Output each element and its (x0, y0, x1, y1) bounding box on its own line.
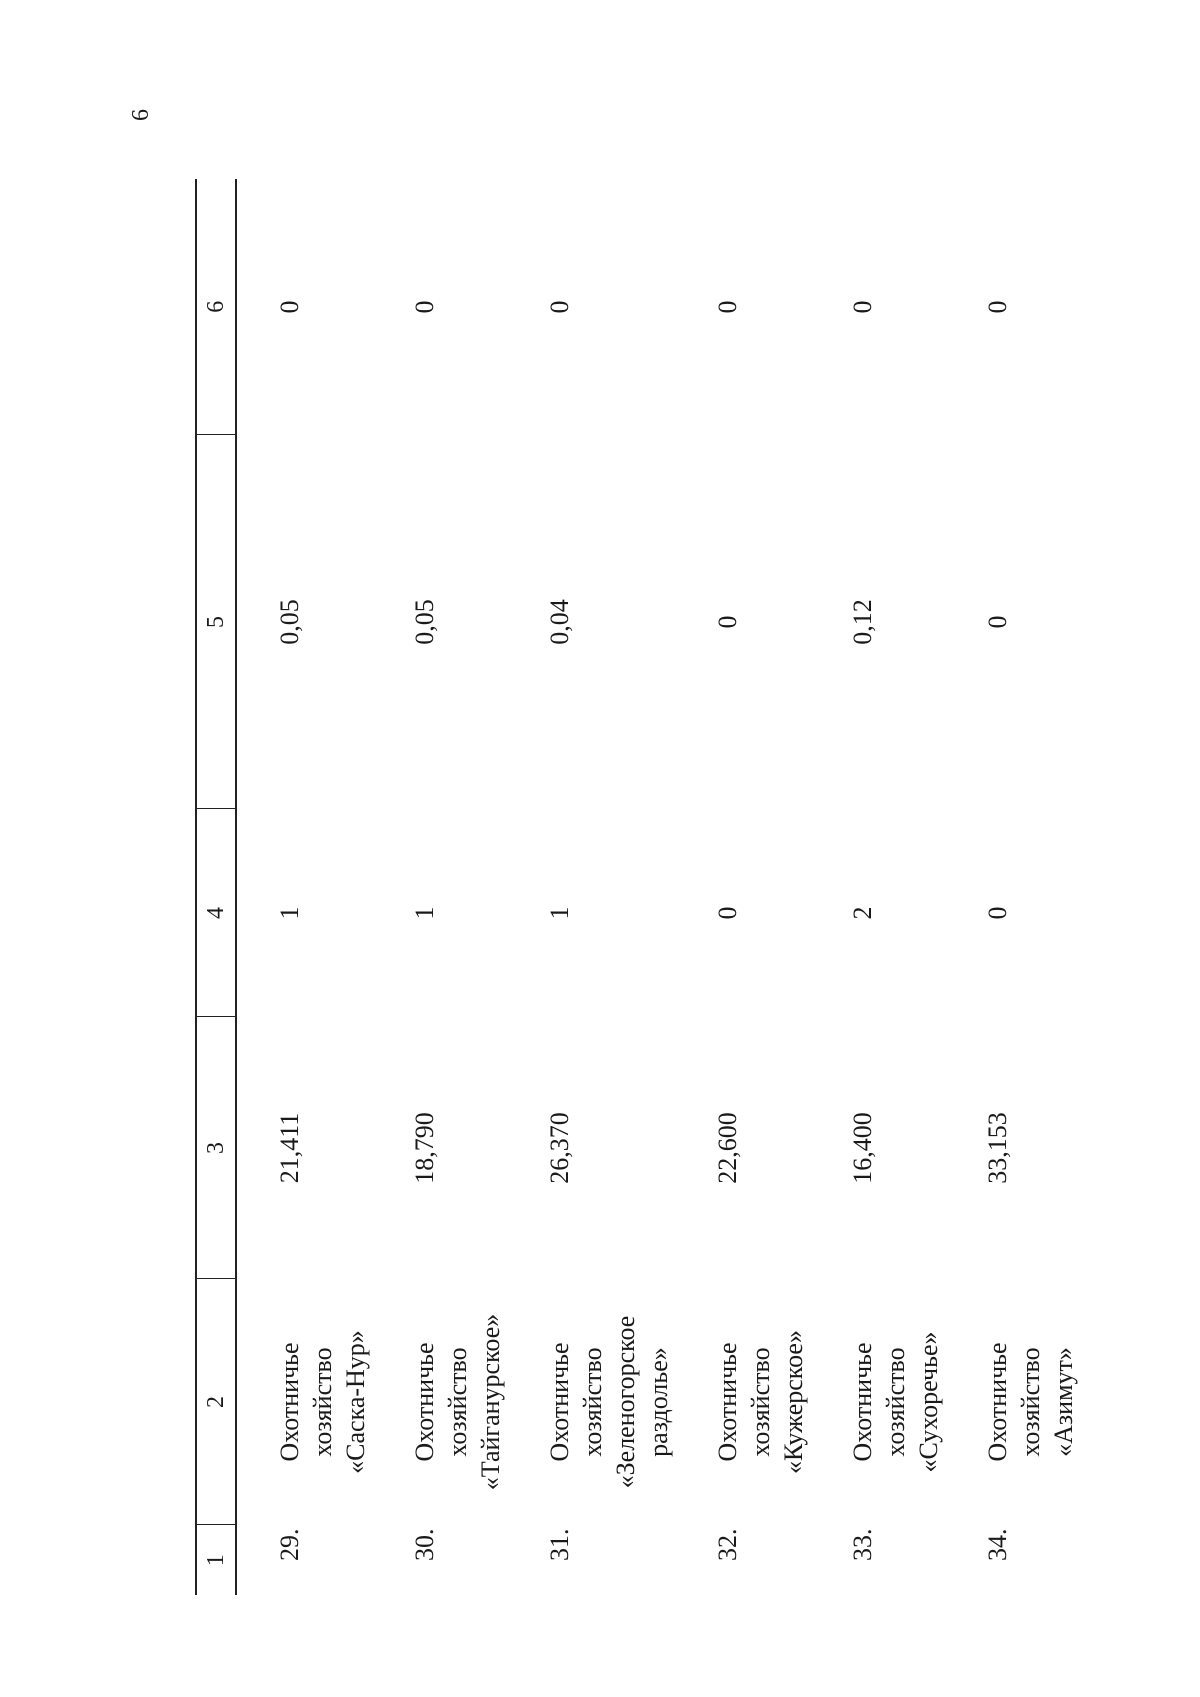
name-line: Охотничье (983, 1342, 1012, 1462)
row-number: 32. (713, 1528, 742, 1561)
table-row (810, 179, 945, 1595)
row-number: 34. (983, 1528, 1012, 1561)
name-line: раздолье» (644, 1347, 673, 1457)
name-line: «Тайганурское» (476, 1313, 505, 1491)
row-number: 31. (545, 1528, 574, 1561)
cell-col-5: 0 (713, 615, 742, 629)
hunting-ground-name (372, 1279, 507, 1525)
column-header: 4 (196, 809, 236, 1017)
name-line: «Саска-Нур» (341, 1330, 370, 1474)
hunting-ground-name (236, 1279, 372, 1525)
table-row (675, 179, 810, 1595)
cell-col-4: 1 (545, 906, 574, 920)
data-table (195, 179, 1080, 1595)
name-line: хозяйство (308, 1347, 337, 1457)
table-row (236, 179, 372, 1595)
column-header: 2 (196, 1279, 236, 1525)
name-line: Охотничье (275, 1342, 304, 1462)
name-line: «Азимут» (1049, 1347, 1078, 1457)
cell-col-3: 16,400 (848, 1112, 877, 1184)
cell-col-4: 2 (848, 906, 877, 920)
cell-col-3: 33,153 (983, 1112, 1012, 1184)
cell-col-4: 0 (983, 906, 1012, 920)
name-line: Охотничье (545, 1342, 574, 1462)
cell-col-4: 1 (275, 906, 304, 920)
cell-col-6: 0 (713, 300, 742, 314)
hunting-ground-name (507, 1279, 675, 1525)
name-line: хозяйство (1016, 1347, 1045, 1457)
name-line: Охотничье (848, 1342, 877, 1462)
cell-col-5: 0 (983, 615, 1012, 629)
name-line: хозяйство (443, 1347, 472, 1457)
name-line: «Зеленогорское (611, 1315, 640, 1489)
name-line: хозяйство (578, 1347, 607, 1457)
cell-col-5: 0,05 (275, 599, 304, 645)
cell-col-5: 0,04 (545, 599, 574, 645)
cell-col-3: 18,790 (410, 1112, 439, 1184)
row-number: 29. (275, 1528, 304, 1561)
column-header: 5 (196, 435, 236, 809)
cell-col-6: 0 (275, 300, 304, 314)
cell-col-6: 0 (848, 300, 877, 314)
name-line: Охотничье (410, 1342, 439, 1462)
hunting-ground-name (945, 1279, 1080, 1525)
row-number: 30. (410, 1528, 439, 1561)
name-line: «Сухоречье» (914, 1331, 943, 1473)
column-header: 3 (196, 1017, 236, 1279)
table-row (945, 179, 1080, 1595)
name-line: хозяйство (881, 1347, 910, 1457)
cell-col-5: 0,05 (410, 599, 439, 645)
cell-col-4: 0 (713, 906, 742, 920)
cell-col-3: 22,600 (713, 1112, 742, 1184)
cell-col-6: 0 (545, 300, 574, 314)
column-header: 6 (196, 179, 236, 435)
page-number: 6 (128, 109, 154, 121)
table-row (507, 179, 675, 1595)
cell-col-3: 21,411 (275, 1112, 304, 1184)
name-line: «Кужерское» (779, 1330, 808, 1474)
hunting-ground-name (810, 1279, 945, 1525)
cell-col-6: 0 (983, 300, 1012, 314)
table-header-row (196, 179, 236, 1595)
hunting-ground-name (675, 1279, 810, 1525)
name-line: Охотничье (713, 1342, 742, 1462)
name-line: хозяйство (746, 1347, 775, 1457)
cell-col-5: 0,12 (848, 599, 877, 645)
cell-col-6: 0 (410, 300, 439, 314)
cell-col-3: 26,370 (545, 1112, 574, 1184)
cell-col-4: 1 (410, 906, 439, 920)
row-number: 33. (848, 1528, 877, 1561)
table-row (372, 179, 507, 1595)
column-header: 1 (196, 1525, 236, 1595)
